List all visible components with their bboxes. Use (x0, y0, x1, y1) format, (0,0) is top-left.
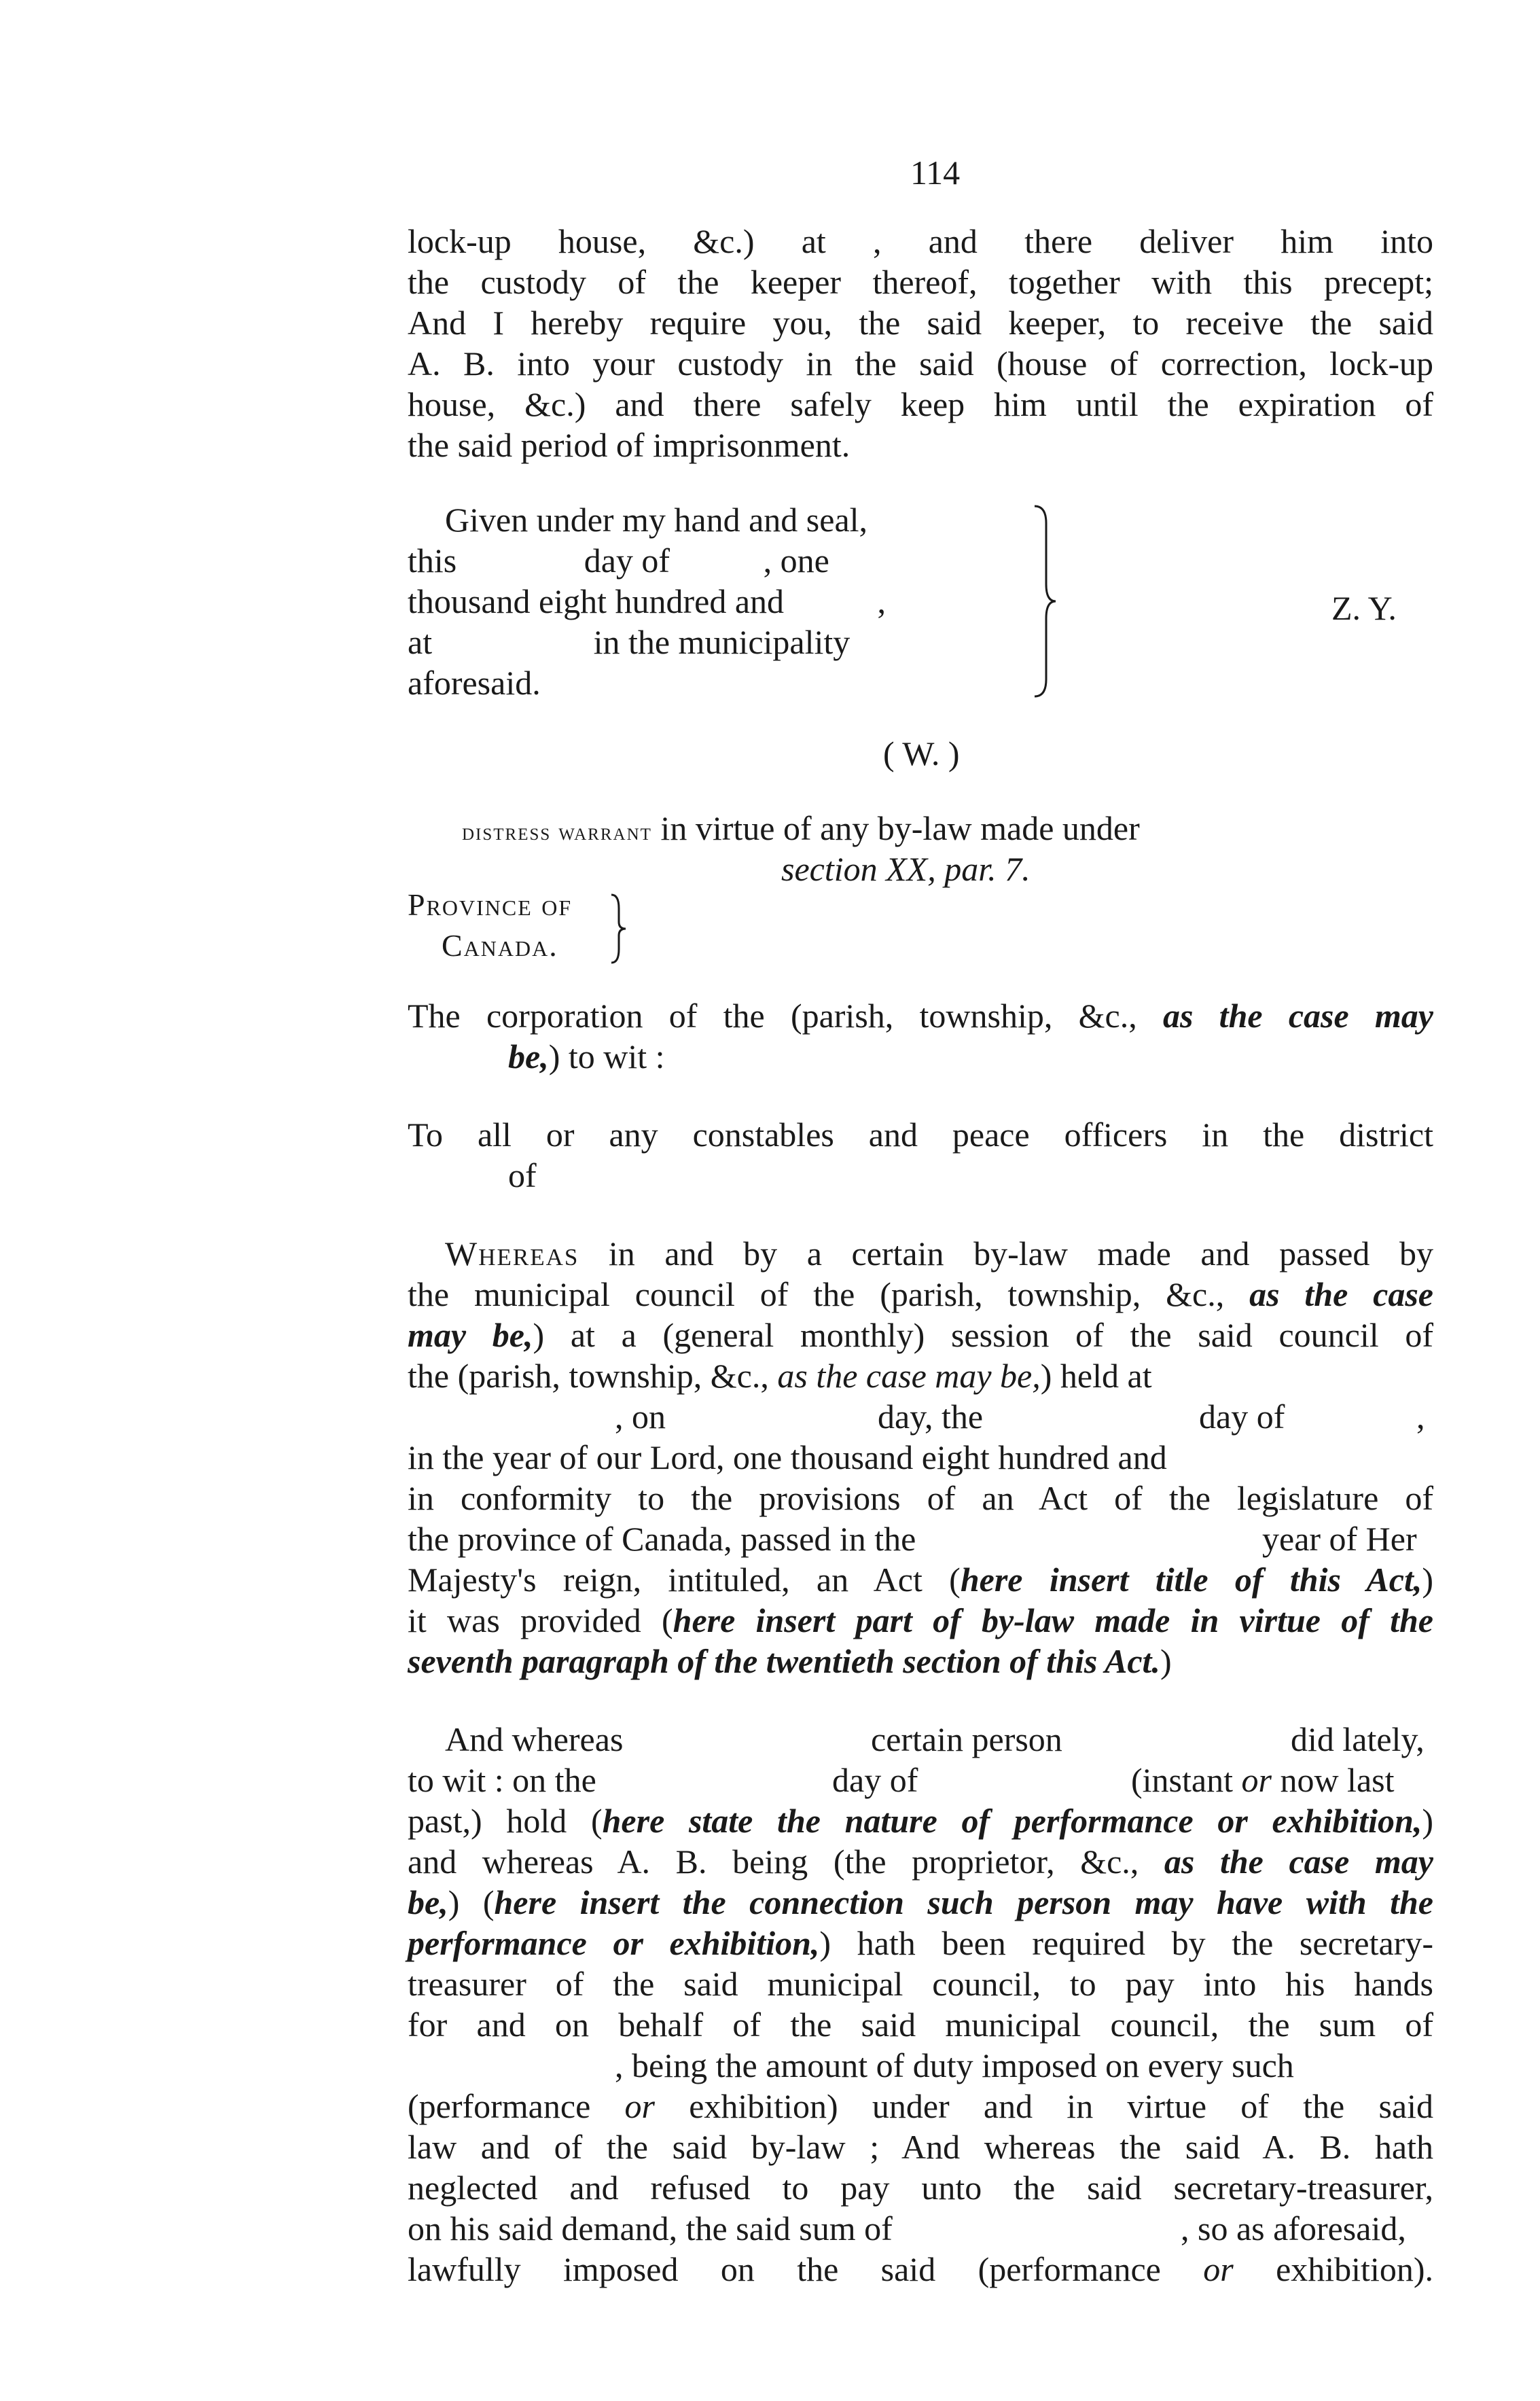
text-segment: ) hath been required by the secretary- (819, 1924, 1433, 1962)
italic-segment: as the case may (1162, 997, 1433, 1035)
text-line: law and of the said by-law ; And whereas the said A. B. hath (408, 2128, 1433, 2166)
text-line: A. B. into your custody in the said (house of correction, lock-up (408, 344, 1433, 383)
text-segment: And whereas (445, 1720, 624, 1758)
text-segment: ) (1422, 1561, 1434, 1599)
text-line (445, 1233, 1433, 1274)
italic-segment: here insert the connection such person may have with the (494, 1883, 1433, 1921)
text-segment: Majesty's reign, intituled, an Act ( (408, 1561, 961, 1599)
text-segment: day of (1199, 1398, 1285, 1436)
italic-segment: or (1241, 1761, 1272, 1799)
italic-segment: may be, (408, 1316, 533, 1354)
text-line: lock-up house, &c.) at , and there deliver him into (408, 222, 1433, 260)
text-segment: lawfully imposed on the said (performance (408, 2250, 1204, 2288)
text-line (408, 1841, 1433, 1882)
text-segment: year of Her (1262, 1520, 1417, 1558)
province-line-1: Province of (408, 887, 573, 922)
italic-segment: or (624, 2087, 655, 2125)
text-segment: , so as aforesaid, (1181, 2209, 1406, 2247)
text-segment: certain person (871, 1720, 1062, 1758)
text-line (508, 1036, 1433, 1077)
text-line: treasurer of the said municipal council, to pay into his hands (408, 1965, 1433, 2003)
given-line: thousand eight hundred and , (408, 582, 887, 620)
text-segment: ) to wit : (548, 1037, 665, 1075)
text-line (408, 1641, 1433, 1682)
text-segment: , being the amount of duty imposed on every such (615, 2046, 1294, 2084)
text-line: the said period of imprisonment. (408, 426, 850, 464)
province-line-2: Canada. (442, 928, 558, 963)
text-line (408, 1559, 1433, 1600)
text-line (408, 1315, 1433, 1355)
text-line: the custody of the keeper thereof, together with this precept; (408, 263, 1433, 301)
text-line (408, 1600, 1433, 1641)
text-segment: in and by a certain by-law made and passed by (579, 1234, 1433, 1273)
text-segment: the (parish, township, &c., (408, 1357, 778, 1395)
text-segment: , (1416, 1398, 1425, 1436)
given-line: at in the municipality (408, 623, 850, 661)
text-segment: did lately, (1291, 1720, 1425, 1758)
heading-line (462, 808, 1140, 848)
text-line: for and on behalf of the said municipal council, the sum of (408, 2006, 1433, 2044)
text-segment: day, the (878, 1398, 984, 1436)
text-line: To all or any constables and peace officers in the district (408, 1116, 1433, 1154)
text-line (408, 995, 1433, 1036)
text-segment: ) held at (1040, 1357, 1152, 1395)
italic-segment: here insert part of by-law made in virtue of the (673, 1601, 1433, 1639)
text-segment: on his said demand, the said sum of (408, 2209, 893, 2247)
text-segment: (performance (408, 2087, 625, 2125)
text-segment: the province of Canada, passed in the (408, 1520, 916, 1558)
signature-initials: Z. Y. (1331, 589, 1397, 627)
text-segment: exhibition) under and in virtue of the said (654, 2087, 1433, 2125)
given-line: this day of , one (408, 541, 829, 580)
heading-caps: distress warrant (462, 818, 652, 845)
italic-segment: here insert title of this Act, (960, 1561, 1422, 1599)
italic-segment: seventh paragraph of the twentieth section of this Act. (408, 1642, 1160, 1680)
italic-segment: be, (408, 1883, 448, 1921)
text-line (408, 2249, 1433, 2290)
text-line (408, 2086, 1433, 2127)
text-line (408, 1355, 1433, 1396)
text-segment: day of (832, 1761, 918, 1799)
text-line: house, &c.) and there safely keep him until the expiration of (408, 385, 1433, 423)
text-segment: the municipal council of the (parish, township, &c., (408, 1275, 1250, 1313)
section-mark: ( W. ) (883, 734, 960, 772)
given-line: Given under my hand and seal, (445, 501, 868, 539)
text-segment: ) (1422, 1802, 1433, 1840)
text-segment (1131, 1760, 1395, 1800)
italic-segment: as the case (1249, 1275, 1433, 1313)
italic-segment: as the case may (1164, 1843, 1433, 1881)
given-line: aforesaid. (408, 664, 541, 702)
text-segment: and whereas A. B. being (the proprietor, &c., (408, 1843, 1164, 1881)
text-line (408, 1274, 1433, 1315)
text-segment: , on (615, 1398, 666, 1436)
text-line: of (508, 1156, 537, 1194)
small-caps-word: Whereas (445, 1234, 579, 1273)
text-segment: now last (1271, 1761, 1395, 1799)
text-segment: exhibition). (1233, 2250, 1433, 2288)
italic-segment: here state the nature of performance or exhibition, (602, 1802, 1422, 1840)
right-brace (1031, 503, 1058, 700)
text-segment: to wit : on the (408, 1761, 596, 1799)
italic-segment: or (1203, 2250, 1234, 2288)
text-line (408, 1923, 1433, 1963)
text-line: And I hereby require you, the said keeper, to receive the said (408, 304, 1433, 342)
italic-segment: be, (508, 1037, 549, 1075)
page-number: 114 (910, 154, 961, 192)
italic-segment: as the case may be, (777, 1357, 1041, 1395)
heading-rest: in virtue of any by-law made under (651, 809, 1140, 847)
text-line: in conformity to the provisions of an Act of the legislature of (408, 1479, 1433, 1517)
text-segment: The corporation of the (parish, township, &c., (408, 997, 1163, 1035)
text-line (408, 1800, 1433, 1841)
italic-segment: performance or exhibition, (408, 1924, 820, 1962)
text-segment: ) (1160, 1642, 1172, 1680)
text-line: neglected and refused to pay unto the said secretary-treasurer, (408, 2169, 1433, 2207)
text-line (408, 1882, 1433, 1923)
text-segment: past,) hold ( (408, 1802, 603, 1840)
text-line: in the year of our Lord, one thousand eight hundred and (408, 1438, 1167, 1476)
text-segment: ) ( (448, 1883, 495, 1921)
text-segment: ) at a (general monthly) session of the said council of (533, 1316, 1434, 1354)
province-brace (608, 891, 628, 966)
text-segment: it was provided ( (408, 1601, 673, 1639)
text-segment: (instant (1131, 1761, 1242, 1799)
heading-section-ref: section XX, par. 7. (781, 850, 1031, 888)
